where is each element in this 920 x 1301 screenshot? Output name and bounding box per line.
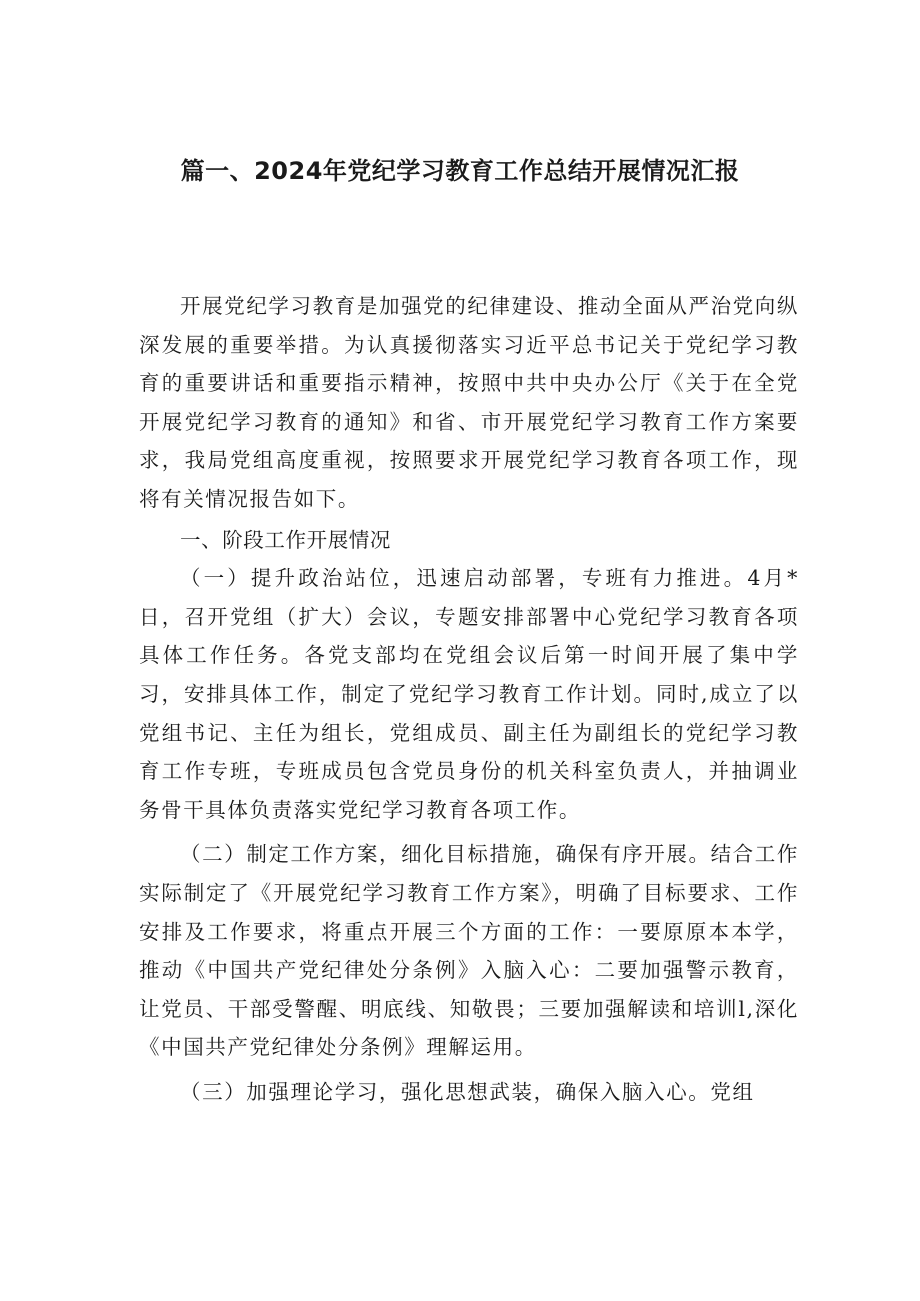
body-paragraph: （一）提升政治站位，迅速启动部署，专班有力推进。4月*日，召开党组（扩大）会议，专题安排部署中心党纪学习教育各项具体工作任务。各党支部均在党组会议后第一时间开展了集中学习，安排具体工作，制定了党纪学习教育工作计划。同时,成立了以党组书记、主任为组长，党组成员、副主任为副组长的党纪学习教育工作专班，专班成员包含党员身份的机关科室负责人，并抽调业务骨干具体负责落实党纪学习教育各项工作。 bbox=[139, 566, 799, 822]
document-body bbox=[139, 287, 799, 1111]
intro-paragraph: 开展党纪学习教育是加强党的纪律建设、推动全面从严治党向纵深发展的重要举措。为认真援彻落实习近平总书记关于党纪学习教育的重要讲话和重要指示精神，按照中共中央办公厅《关于在全党开展党纪学习教育的通知》和省、市开展党纪学习教育工作方案要求，我局党组高度重视，按照要求开展党纪学习教育各项工作，现将有关情况报告如下。 bbox=[139, 294, 799, 511]
body-paragraph: （二）制定工作方案，细化目标措施，确保有序开展。结合工作实际制定了《开展党纪学习教育工作方案》，明确了目标要求、工作安排及工作要求，将重点开展三个方面的工作：一要原原本本学，推动《中国共产党纪律处分条例》入脑入心：二要加强警示教育，让党员、干部受警醒、明底线、知敬畏；三要加强解读和培训l,深化《中国共产党纪律处分条例》理解运用。 bbox=[139, 842, 799, 1060]
body-paragraph: （三）加强理论学习，强化思想武装，确保入脑入心。党组 bbox=[180, 1079, 755, 1104]
section-heading: 一、阶段工作开展情况 bbox=[180, 527, 391, 552]
document-title: 篇一、2024年党纪学习教育工作总结开展情况汇报 bbox=[180, 157, 740, 185]
